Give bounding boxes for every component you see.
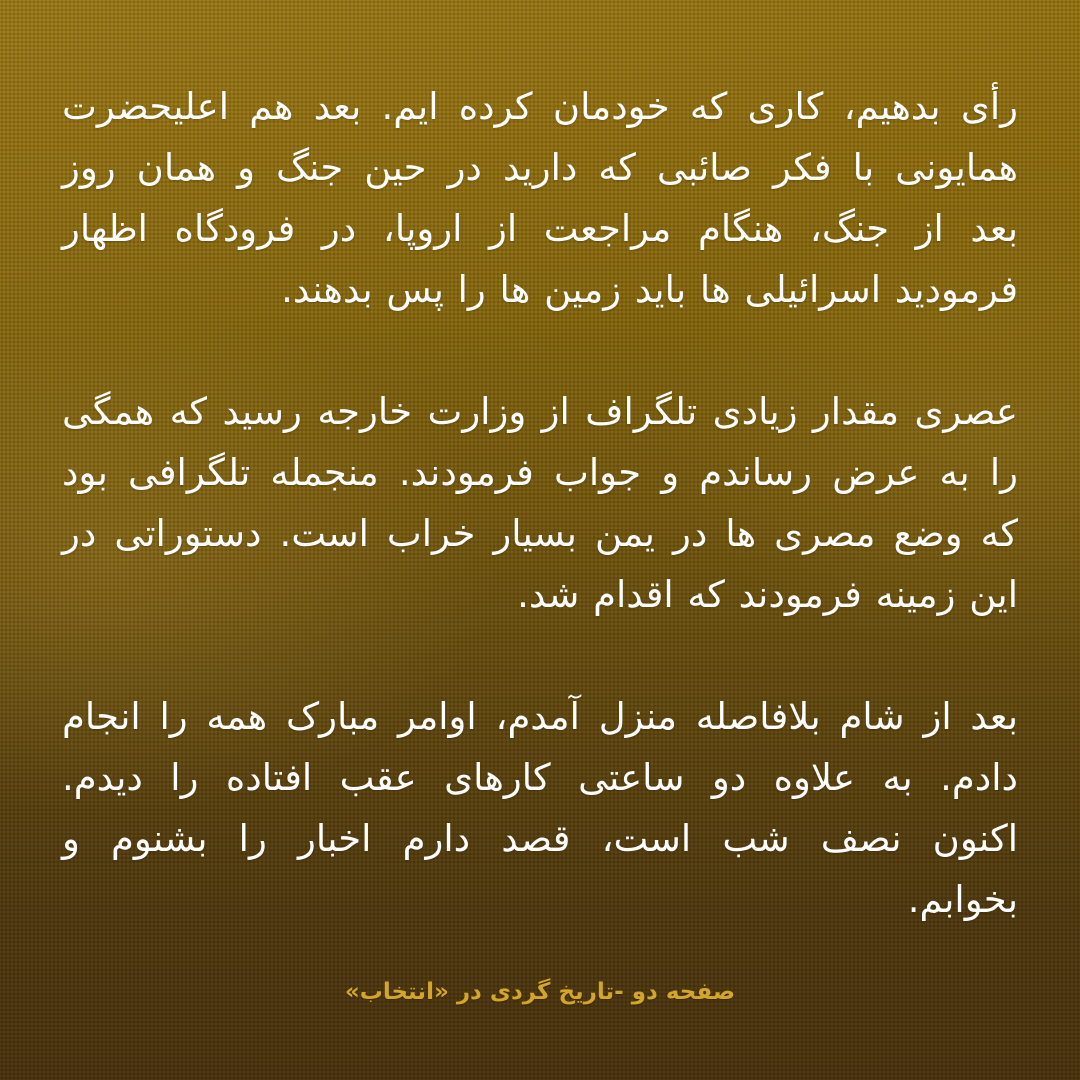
- text-line: بخوابم.: [907, 878, 1018, 921]
- paragraph-2: [62, 381, 1018, 625]
- text-line: رأی بدهیم، کاری که خودمان کرده ایم. بعد هم اعلیحضرت: [62, 85, 1018, 128]
- paragraph-1: [62, 76, 1018, 320]
- text-line: عصری مقدار زیادی تلگراف از وزارت خارجه رسید که همگی: [62, 390, 1018, 433]
- text-line: اکنون نصف شب است، قصد دارم اخبار را بشنوم و: [62, 817, 1018, 860]
- text-line: که وضع مصری ها در یمن بسیار خراب است. دستوراتی در: [62, 512, 1018, 555]
- text-line: را به عرض رساندم و جواب فرمودند. منجمله تلگرافی بود: [62, 451, 1018, 494]
- text-line: فرمودید اسرائیلی ها باید زمین ها را پس بدهند.: [281, 268, 1018, 311]
- footer-caption: [0, 976, 1080, 1008]
- text-line: بعد از شام بلافاصله منزل آمدم، اوامر مبارک همه را انجام: [62, 695, 1018, 738]
- paragraph-3: [62, 686, 1018, 930]
- text-line: این زمینه فرمودند که اقدام شد.: [517, 573, 1018, 616]
- text-line: همایونی با فکر صائبی که دارید در حین جنگ و همان روز: [62, 146, 1018, 189]
- footer-caption-text: صفحه دو -تاریخ گردی در «انتخاب»: [344, 979, 736, 1005]
- text-line: دادم. به علاوه دو ساعتی کارهای عقب افتاده را دیدم.: [62, 756, 1018, 799]
- text-line: بعد از جنگ، هنگام مراجعت از اروپا، در فرودگاه اظهار: [62, 207, 1018, 250]
- diary-text-block: [62, 76, 1018, 930]
